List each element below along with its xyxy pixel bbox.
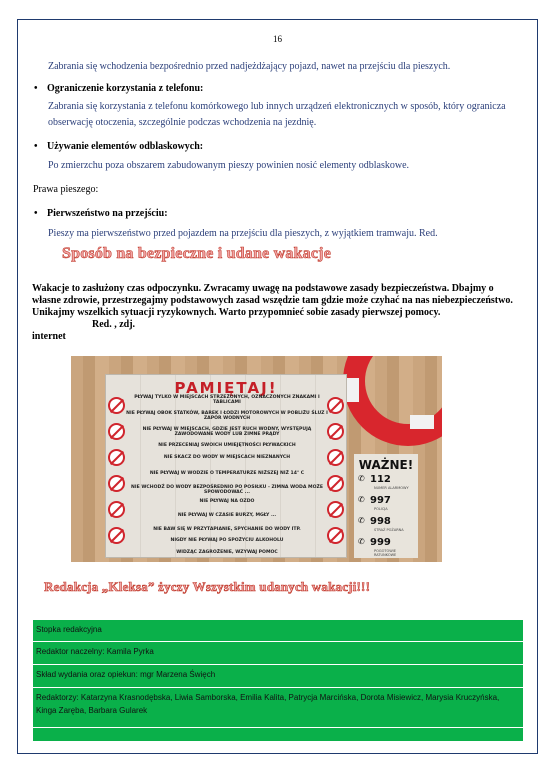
intro-credit-tail: internet: [32, 331, 66, 342]
prohibition-sign-icon: [108, 397, 125, 414]
poster-rule: NIE BAW SIĘ W PRZYTAPIANIE, SPYCHANIE DO WODY ITP.: [153, 527, 301, 532]
prohibition-sign-icon: [327, 527, 344, 544]
emergency-number-label: STRAŻ POŻARNA: [374, 528, 404, 532]
bullet-title-text: Używanie elementów odblaskowych:: [47, 141, 204, 152]
prohibition-sign-icon: [327, 475, 344, 492]
important-label: WAŻNE!: [358, 458, 414, 472]
rights-label: Prawa pieszego:: [33, 184, 99, 195]
prohibition-sign-icon: [327, 501, 344, 518]
poster-rule: WIDZĄC ZAGROŻENIE, WZYWAJ POMOC: [176, 550, 278, 555]
poster-rule: NIE SKACZ DO WODY W MIEJSCACH NIEZNANYCH: [163, 455, 291, 460]
footer-row: Skład wydania oraz opiekun: mgr Marzena Święch: [33, 665, 523, 688]
footer-row: Redaktor naczelny: Kamila Pyrka: [33, 642, 523, 665]
bullet-dot: •: [34, 83, 38, 94]
emergency-number: 998: [370, 516, 391, 527]
prohibition-sign-icon: [108, 527, 125, 544]
bullet-dot: •: [34, 208, 38, 219]
phone-icon: ✆: [358, 474, 365, 483]
emergency-number: 112: [370, 474, 391, 485]
poster-rule: NIE PŁYWAJ NA OZDO: [199, 499, 255, 504]
poster-rule: NIE PŁYWAJ W WODZIE O TEMPERATURZE NIŻSZEJ NIŻ 14° C: [149, 471, 305, 476]
poster-title: PAMIĘTAJ!: [174, 379, 278, 397]
phone-icon: ✆: [358, 495, 365, 504]
poster-rule: NIE PŁYWAJ W MIEJSCACH, GDZIE JEST RUCH WODNY, WYSTĘPUJĄ ZAWODOWANE WODY LUB ZIMNE PRĄDY: [142, 427, 312, 437]
bullet-dot: •: [34, 141, 38, 152]
bullet-title-phone: [34, 83, 204, 94]
lifebuoy-icon: [343, 356, 442, 446]
footer-row: Redaktorzy: Katarzyna Krasnodębska, Liwia Samborska, Emilia Kalita, Patrycja Marcińska, Dorota Misiewicz, Marysia Kruczyńska, Kinga Zaręba, Barbara Gularek: [33, 688, 523, 728]
emergency-number: 999: [370, 537, 391, 548]
bullet-title-text: Pierwszeństwo na przejściu:: [47, 208, 168, 219]
poster-rule: NIE WCHODŹ DO WODY BEZPOŚREDNIO PO POSIŁKU - ZIMNA WODA MOŻE SPOWODOWAĆ ...: [131, 485, 323, 495]
prohibition-sign-icon: [108, 423, 125, 440]
rules-board: [105, 374, 347, 558]
intro-credit: Red. , zdj.: [92, 319, 136, 330]
page-number: 16: [273, 34, 282, 44]
paragraph-approach-vehicle: Zabrania się wchodzenia bezpośrednio przed nadjeżdżający pojazd, nawet na przejściu dla pieszych.: [48, 61, 451, 72]
prohibition-sign-icon: [327, 449, 344, 466]
prohibition-sign-icon: [327, 397, 344, 414]
prohibition-sign-icon: [327, 423, 344, 440]
intro-text: Wakacje to zasłużony czas odpoczynku. Zwracamy uwagę na podstawowe zasady bezpieczeństwa. Dbajmy o własne zdrowie, przestrzegajmy podstawowych zasad wszędzie tam gdzie może czyhać na nas niebezpieczeństwo. Unikajmy wszelkich sytuacji ryzykownych. Warto przypomnieć sobie zasady pierwszej pomocy.: [32, 283, 513, 318]
emergency-number: 997: [370, 495, 391, 506]
safety-poster: [71, 356, 442, 562]
paragraph-reflective: Po zmierzchu poza obszarem zabudowanym pieszy powinien nosić elementy odblaskowe.: [48, 160, 410, 171]
prohibition-sign-icon: [108, 475, 125, 492]
poster-rule: PŁYWAJ TYLKO W MIEJSCACH STRZEŻONYCH, OZNACZONYCH ZNAKAMI I TABLICAMI: [134, 395, 320, 405]
poster-rule: NIGDY NIE PŁYWAJ PO SPOŻYCIU ALKOHOLU: [170, 538, 284, 543]
bullet-title-reflective: [34, 141, 204, 152]
paragraph-phone: Zabrania się korzystania z telefonu komórkowego lub innych urządzeń elektronicznych w sposób, który ogranicza obserwację otoczenia, szczególnie podczas wchodzenia na jezdnię.: [48, 101, 506, 128]
emergency-number-label: NUMER ALARMOWY: [374, 486, 409, 490]
emergency-number-label: POGOTOWIE RATUNKOWE: [374, 549, 397, 557]
bullet-title-priority: [34, 208, 168, 219]
prohibition-sign-icon: [108, 449, 125, 466]
prohibition-sign-icon: [108, 501, 125, 518]
poster-rule: NIE PŁYWAJ OBOK STATKÓW, BAREK I ŁODZI MOTOROWYCH W POBLIŻU ŚLUZ I ZAPÓR WODNYCH: [126, 411, 328, 421]
bullet-title-text: Ograniczenie korzystania z telefonu:: [47, 83, 204, 94]
phone-icon: ✆: [358, 537, 365, 546]
closing-wishes: Redakcja „Kleksa” życzy Wszystkim udanych wakacji!!!: [44, 579, 371, 594]
footer-title: Stopka redakcyjna: [33, 620, 523, 642]
poster-rule: NIE PŁYWAJ W CZASIE BURZY, MGŁY ...: [177, 513, 277, 518]
footer-row: [33, 728, 523, 742]
intro-paragraph: [32, 283, 520, 343]
poster-rule: NIE PRZECENIAJ SWOICH UMIEJĘTNOŚCI PŁYWACKICH: [158, 443, 296, 448]
phone-icon: ✆: [358, 516, 365, 525]
paragraph-priority: Pieszy ma pierwszeństwo przed pojazdem na przejściu dla pieszych, z wyjątkiem tramwaju. Red.: [48, 228, 438, 239]
emergency-card: [354, 454, 418, 558]
section-heading: Sposób na bezpieczne i udane wakacje: [62, 245, 331, 262]
emergency-number-label: POLICJA: [374, 507, 388, 511]
